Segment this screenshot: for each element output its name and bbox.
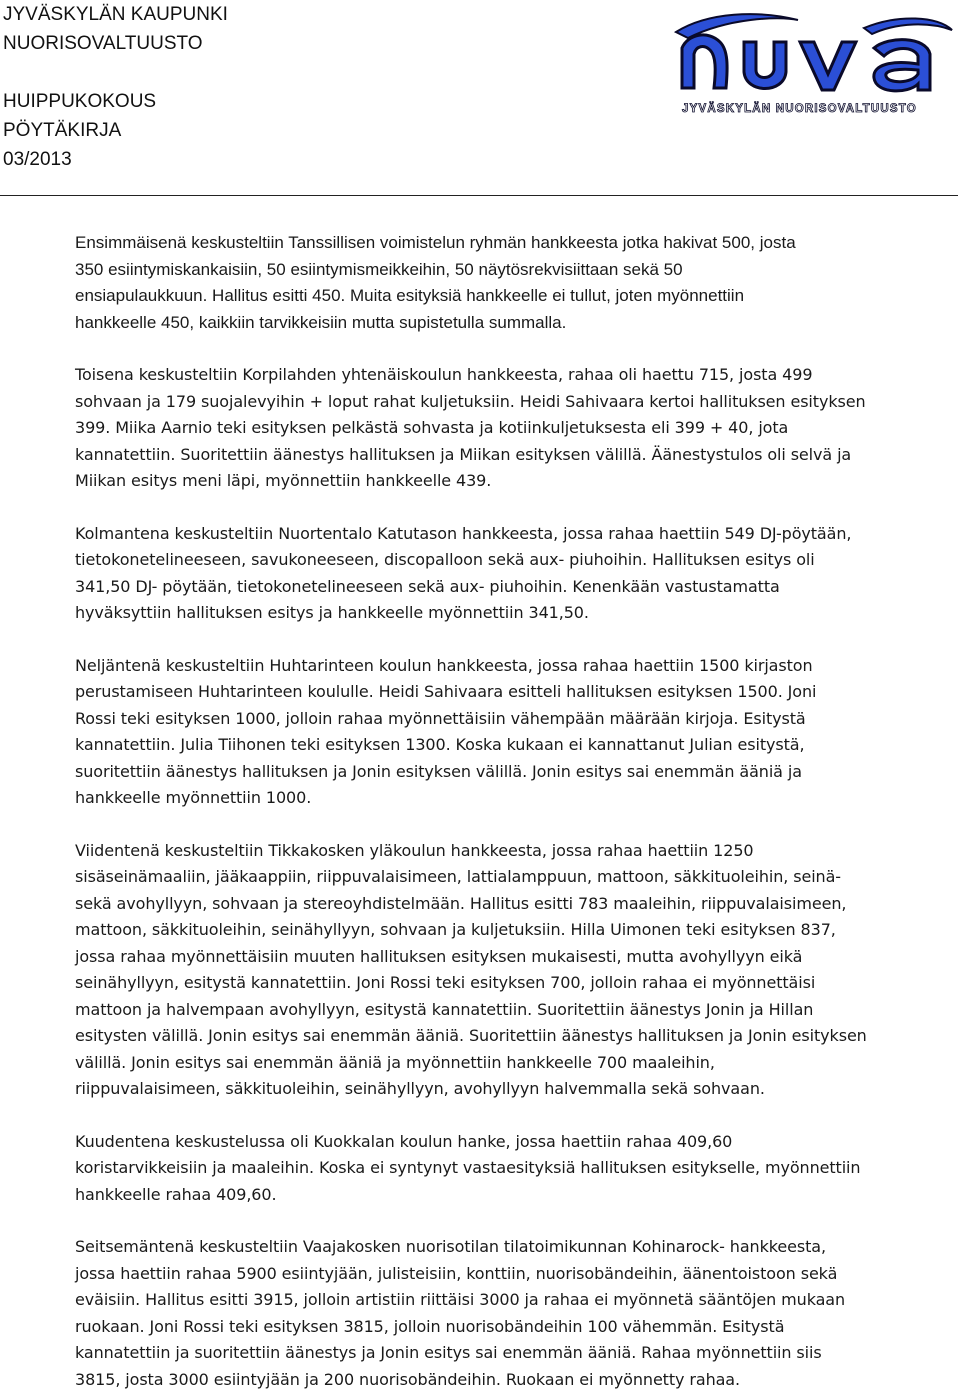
paragraph-line: suoritettiin äänestys hallituksen ja Jonin esityksen välillä. Jonin esitys sai enemmän ääniä ja [75, 761, 802, 781]
paragraph-line: sisäseinämaaliin, jääkaappiin, riippuvalaisimeen, lattialamppuun, mattoon, säkkituoleihin, seinä- [75, 867, 841, 886]
document-header [3, 0, 228, 174]
paragraph-line: mattoon ja halvempaan avohyllyyn, esitystä kannatettiin. Suoritettiin äänestys Jonin ja Hillan [75, 999, 814, 1019]
paragraph-line: sekä avohyllyyn, sohvaan ja stereoyhdistelmään. Hallitus esitti 783 maaleihin, riippuvalaisimeen, [75, 893, 847, 913]
org-name: JYVÄSKYLÄN KAUPUNKI [3, 4, 228, 25]
paragraph-7 [75, 1234, 959, 1393]
paragraph-line: hankkeelle myönnettiin 1000. [75, 788, 312, 807]
paragraph-line: hyväksyttiin hallituksen esitys ja hankkeelle myönnettiin 341,50. [75, 603, 589, 622]
paragraph-line: Toisena keskusteltiin Korpilahden yhtenäiskoulun hankkeesta, rahaa oli haettu 715, josta 499 [75, 365, 813, 384]
paragraph-line: Viidentenä keskusteltiin Tikkakosken yläkoulun hankkeesta, jossa rahaa haettiin 1250 [75, 840, 754, 860]
paragraph-line: kannatettiin. Suoritettiin äänestys hallituksen ja Miikan esityksen välillä. Äänestystulos oli selvä ja [75, 444, 852, 464]
org-unit: NUORISOVALTUUSTO [3, 33, 203, 54]
paragraph-line: ruokaan. Joni Rossi teki esityksen 3815, jolloin nuorisobändeihin 100 vähemmän. Esitystä [75, 1316, 785, 1336]
paragraph-line: koristarvikkeisiin ja maaleihin. Koska ei syntynyt vastaesityksiä hallituksen esitykselle, myönnettiin [75, 1158, 861, 1177]
paragraph-line: mattoon, säkkituoleihin, seinähyllyyn, sohvaan ja kuljetuksiin. Hilla Uimonen teki esityksen 837, [75, 920, 836, 939]
paragraph-line: perustamiseen Huhtarinteen koululle. Heidi Sahivaara esitteli hallituksen esityksen 1500. Joni [75, 682, 817, 701]
paragraph-line: kannatettiin. Julia Tiihonen teki esityksen 1300. Koska kukaan ei kannattanut Julian esitystä, [75, 735, 805, 754]
paragraph-line: Miikan esitys meni läpi, myönnettiin hankkeelle 439. [75, 471, 492, 490]
paragraph-line: Seitsemäntenä keskusteltiin Vaajakosken nuorisotilan tilatoimikunnan Kohinarock- hankkeesta, [75, 1237, 826, 1256]
paragraph-spacer [75, 336, 959, 362]
paragraph-spacer [75, 1208, 959, 1234]
paragraph-line: riippuvalaisimeen, säkkituoleihin, seinähyllyyn, avohyllyyn halvemmalla sekä sohvaan. [75, 1079, 765, 1098]
paragraph-2 [75, 362, 959, 495]
paragraph-line: Kolmantena keskusteltiin Nuortentalo Katutason hankkeesta, jossa rahaa haettiin 549 DJ-pöytään, [75, 523, 852, 543]
paragraph-line: Kuudentena keskustelussa oli Kuokkalan koulun hanke, jossa haettiin rahaa 409,60 [75, 1131, 733, 1151]
paragraph-line: 399. Miika Aarnio teki esityksen pelkästä sohvasta ja kotiinkuljetuksesta eli 399 + 40, jota [75, 418, 789, 437]
paragraph-6 [75, 1129, 959, 1209]
paragraph-line: 350 esiintymiskankaisiin, 50 esiintymismeikkeihin, 50 näytösrekvisiittaan sekä 50 [75, 259, 683, 279]
paragraph-spacer [75, 495, 959, 521]
document-type: PÖYTÄKIRJA [3, 120, 122, 141]
paragraph-line: jossa haettiin rahaa 5900 esiintyjään, julisteisiin, konttiin, nuorisobändeihin, äänentoistoon sekä [75, 1263, 838, 1283]
paragraph-line: eväisiin. Hallitus esitti 3915, jolloin artistiin riittäisi 3000 ja rahaa ei myönnetä sääntöjen mukaan [75, 1290, 846, 1309]
paragraph-spacer [75, 1103, 959, 1129]
paragraph-line: hankkeelle rahaa 409,60. [75, 1184, 277, 1204]
meeting-name: HUIPPUKOKOUS [3, 91, 157, 112]
paragraph-line: jossa rahaa myönnettäisiin muuten hallituksen esityksen mukaisesti, mutta avohyllyyn eikä [75, 946, 803, 966]
paragraph-line: esitysten välillä. Jonin esitys sai enemmän ääniä. Suoritettiin äänestys hallituksen ja Jonin esityksen [75, 1026, 867, 1045]
paragraph-line: 341,50 DJ- pöytään, tietokonetelineeseen sekä aux- piuhoihin. Kenenkään vastustamatta [75, 576, 780, 596]
nuva-logo-graphic [668, 8, 956, 118]
logo-subline: JYVÄSKYLÄN NUORISOVALTUUSTO [682, 103, 917, 115]
paragraph-1 [75, 230, 959, 336]
nuva-logo [668, 8, 956, 118]
paragraph-line: tietokonetelineeseen, savukoneeseen, discopalloon sekä aux- piuhoihin. Hallituksen esitys oli [75, 550, 815, 569]
paragraph-4 [75, 653, 959, 812]
document-body [75, 230, 959, 1393]
paragraph-line: Rossi teki esityksen 1000, jolloin rahaa myönnettäisiin vähempään määrään kirjoja. Esitystä [75, 708, 806, 728]
paragraph-5 [75, 838, 959, 1103]
header-divider [0, 195, 958, 196]
paragraph-line: välillä. Jonin esitys sai enemmän ääniä ja myönnettiin hankkeelle 700 maaleihin, [75, 1052, 715, 1072]
paragraph-line: seinähyllyyn, esitystä kannatettiin. Joni Rossi teki esityksen 700, jolloin rahaa ei myönnettäisi [75, 973, 816, 992]
paragraph-line: 3815, josta 3000 esiintyjään ja 200 nuorisobändeihin. Ruokaan ei myönnetty rahaa. [75, 1369, 741, 1389]
paragraph-line: sohvaan ja 179 suojalevyihin + loput rahat kuljetuksiin. Heidi Sahivaara kertoi hallituksen esityksen [75, 391, 866, 411]
paragraph-line: hankkeelle 450, kaikkiin tarvikkeisiin mutta supistetulla summalla. [75, 312, 567, 332]
paragraph-spacer [75, 812, 959, 838]
paragraph-line: Ensimmäisenä keskusteltiin Tanssillisen voimistelun ryhmän hankkeesta jotka hakivat 500, josta [75, 233, 796, 252]
paragraph-spacer [75, 627, 959, 653]
document-number: 03/2013 [3, 149, 72, 170]
paragraph-line: ensiapulaukkuun. Hallitus esitti 450. Muita esityksiä hankkeelle ei tullut, joten myönnettiin [75, 286, 745, 305]
paragraph-3 [75, 521, 959, 627]
paragraph-line: kannatettiin ja suoritettiin äänestys ja Jonin esitys sai enemmän ääniä. Rahaa myönnettiin siis [75, 1343, 822, 1362]
paragraph-line: Neljäntenä keskusteltiin Huhtarinteen koulun hankkeesta, jossa rahaa haettiin 1500 kirjaston [75, 655, 813, 675]
